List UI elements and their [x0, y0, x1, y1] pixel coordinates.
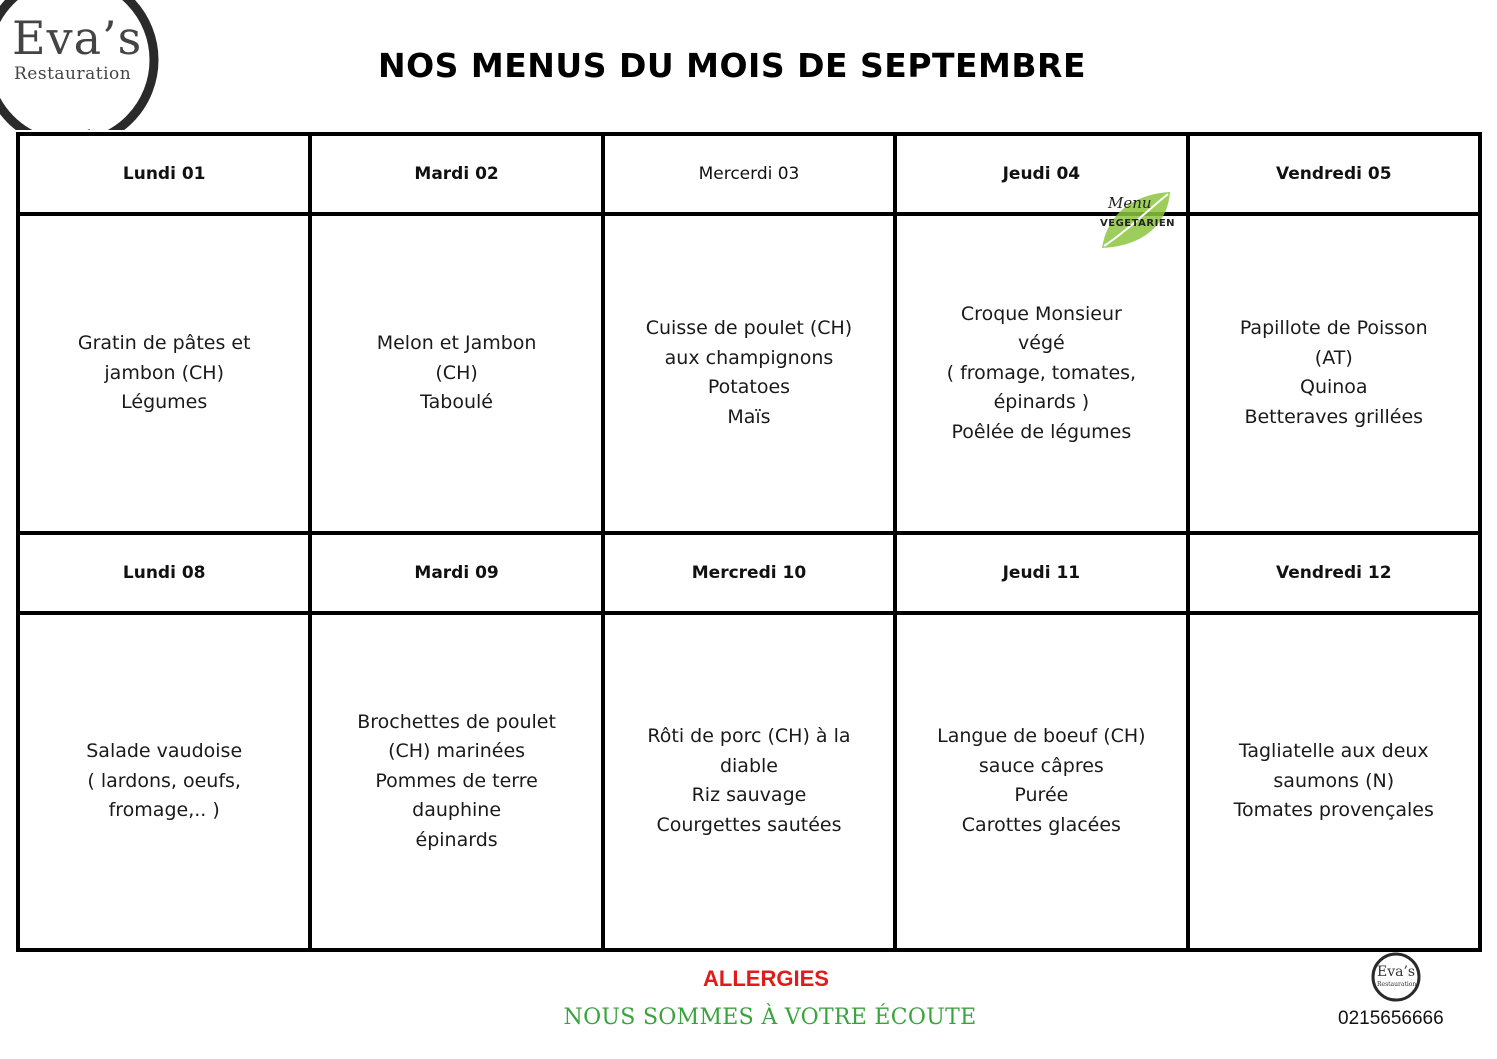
day-header: Mardi 09 — [310, 533, 602, 613]
veg-badge-bottom: VEGETARIEN — [1100, 218, 1176, 229]
logo-subtitle: Restauration — [14, 64, 132, 84]
phone-number: 0215656666 — [1338, 1008, 1444, 1029]
day-header: Mercerdi 03 — [603, 134, 895, 214]
day-header-row — [18, 533, 1480, 613]
dish-cell — [1188, 214, 1480, 533]
day-header: Lundi 01 — [18, 134, 310, 214]
dish-text: Rôti de porc (CH) à la diable Riz sauvage Courgettes sautées — [647, 725, 851, 836]
dish-cell — [603, 214, 895, 533]
day-header: Vendredi 05 — [1188, 134, 1480, 214]
dish-text: Croque Monsieur végé ( fromage, tomates, épinards ) Poêlée de légumes — [946, 302, 1137, 443]
dish-text: Langue de boeuf (CH) sauce câpres Purée Carottes glacées — [937, 725, 1146, 836]
day-header-row — [18, 134, 1480, 214]
logo-name-small: Eva’s — [1377, 964, 1416, 980]
vegetarian-badge — [1098, 190, 1176, 254]
listening-text: NOUS SOMMES À VOTRE ÉCOUTE — [563, 1005, 977, 1030]
day-header: Mercredi 10 — [603, 533, 895, 613]
day-header: Lundi 08 — [18, 533, 310, 613]
menu-table — [16, 132, 1482, 952]
dish-text: Cuisse de poulet (CH) aux champignons Potatoes Maïs — [645, 317, 853, 428]
dish-cell — [895, 613, 1187, 950]
dish-text: Papillote de Poisson (AT) Quinoa Betteraves grillées — [1239, 317, 1428, 428]
dish-text: Gratin de pâtes et jambon (CH) Légumes — [77, 332, 251, 414]
day-header: Vendredi 12 — [1188, 533, 1480, 613]
dish-text: Tagliatelle aux deux saumons (N) Tomates provençales — [1233, 740, 1434, 822]
dish-cell — [310, 613, 602, 950]
dish-text: Salade vaudoise ( lardons, oeufs, fromage,.. ) — [86, 740, 243, 822]
day-header: Jeudi 04 — [895, 134, 1187, 214]
day-header: Mardi 02 — [310, 134, 602, 214]
logo-subtitle-small: Restauration — [1377, 981, 1417, 988]
dish-row — [18, 214, 1480, 533]
allergies-heading: ALLERGIES — [703, 966, 829, 991]
veg-badge-top: Menu — [1108, 194, 1152, 212]
dish-cell — [1188, 613, 1480, 950]
dish-cell — [310, 214, 602, 533]
dish-text: Melon et Jambon (CH) Taboulé — [376, 332, 537, 414]
logo-name: Eva’s — [12, 11, 143, 65]
dish-row — [18, 613, 1480, 950]
brand-logo-small — [1367, 950, 1425, 1004]
day-header: Jeudi 11 — [895, 533, 1187, 613]
dish-cell — [18, 613, 310, 950]
dish-text: Brochettes de poulet (CH) marinées Pommes de terre dauphine épinards — [357, 710, 556, 851]
dish-cell — [895, 214, 1187, 533]
dish-cell — [18, 214, 310, 533]
page-title: NOS MENUS DU MOIS DE SEPTEMBRE — [378, 46, 1086, 85]
dish-cell — [603, 613, 895, 950]
